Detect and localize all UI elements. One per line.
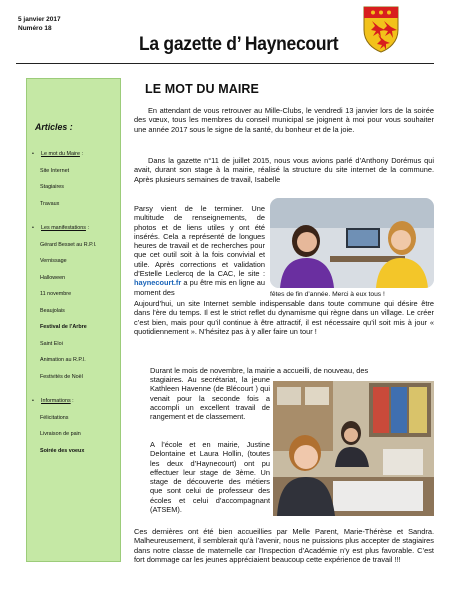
toc-item[interactable] [40, 415, 68, 421]
article-heading: LE MOT DU MAIRE [145, 82, 259, 96]
paragraph-interns-conclusion: Ces dernières ont été bien accueillies par Melle Parent, Marie-Thérèse et Sandra. Malheureusement, il semblerait qu’à l’avenir, nous ne puissions plus accepter de stagiaires dans notre classe de maternelle car l’Inspection d’Académie n’y est plus favorable. C’est fort dommage car les jeunes appréciaient beaucoup cette expérience de travail !!! [134, 527, 434, 564]
paragraph-website-details: Parsy vient de le terminer. Une multitude de renseignements, de photos et de liens utiles y ont été insérés. Cela a représenté de longues heures de travail et de recherches pour que cet outil soit à la fois convivial et utile. Après corrections et validation d’Estelle Leclercq de la CAC, le site : haynecourt.fr a pu être mis en ligne au moment des [134, 204, 265, 297]
issue-date: 5 janvier 2017 [18, 16, 61, 23]
toc-item[interactable] [40, 275, 65, 281]
paragraph-website-thanks: fêtes de fin d’année. Merci à eux tous ! [270, 291, 385, 298]
toc-item[interactable] [40, 357, 86, 363]
toc-item-label: Festival de l’Arbre [40, 324, 87, 330]
toc-item-label: Vernissage [40, 258, 67, 264]
issue-number: Numéro 18 [18, 25, 52, 32]
toc-item[interactable] [40, 258, 67, 264]
toc-item[interactable] [40, 291, 71, 297]
issue-info [18, 15, 61, 33]
toc-item[interactable] [40, 201, 59, 207]
toc-item[interactable] [40, 184, 64, 190]
bullet-icon: • [32, 225, 34, 231]
toc-item-label: Soirée des voeux [40, 447, 85, 454]
sidebar-heading: Articles : [35, 122, 73, 132]
toc-section-suffix: : [79, 151, 83, 157]
paragraph-interns-intro: Durant le mois de novembre, la mairie a accueilli, de nouveau, des [150, 366, 369, 375]
paragraph-website-importance: Aujourd’hui, un site Internet semble indispensable dans toute commune qui désire être dans l’ère du temps. Il est le strict reflet du dynamisme qui règne dans un village. Le créer c’est bien, mais pour qu’il continue à être attractif, il est nécessaire qu’il soit mis à jour « quotidiennement ». N’hésitez pas à y aller faire un tour ! [134, 299, 434, 336]
toc-item[interactable] [40, 308, 65, 314]
toc-section-suffix: : [70, 398, 74, 404]
paragraph-website-intro: Dans la gazette n°11 de juillet 2015, nous vous avions parlé d’Anthony Dorémus qui avait, durant son stage à la mairie, réalisé la structure du site internet de la commune. Après plusieurs semaines de travail, Isabelle [134, 156, 434, 184]
toc-item-label: Animation au R.P.I. [40, 357, 86, 363]
toc-item[interactable] [40, 341, 63, 347]
bullet-icon: • [32, 151, 34, 157]
toc-item[interactable] [40, 374, 83, 380]
toc-item-label: Halloween [40, 274, 66, 281]
site-link[interactable]: haynecourt.fr [134, 278, 182, 288]
bullet-icon: • [32, 398, 34, 404]
toc-item[interactable] [40, 242, 97, 248]
masthead-divider [16, 63, 434, 64]
toc-section-suffix: : [85, 225, 89, 231]
toc-section-label: Informations [41, 398, 71, 404]
toc-item-label: Travaux [40, 200, 60, 207]
toc-section-label: Les manifestations [41, 225, 86, 231]
paragraph-intro: En attendant de vous retrouver au Mille-Clubs, le vendredi 13 janvier lors de la soirée des vœux, tous les membres du conseil municipal se joignent à moi pour vous souhaiter une année 2017 sous le signe de la santé, du bonheur et de la joie. [134, 106, 434, 134]
toc-section-label: Le mot du Maire [41, 151, 80, 157]
paragraph-interns-secretariat: stagiaires. Au secrétariat, la jeune Kathleen Havenne (de Blécourt ) qui venait pour la seconde fois a accompli un excellent travail de rangement et de classement. [150, 375, 270, 422]
toc-item[interactable] [40, 168, 69, 174]
toc-item[interactable] [40, 324, 87, 330]
toc-item[interactable] [40, 431, 81, 437]
toc-item[interactable] [40, 448, 84, 454]
toc-section[interactable] [32, 151, 83, 157]
toc-item-label: 11 novembre [40, 291, 72, 297]
toc-section[interactable] [32, 225, 89, 231]
toc-item-label: Gérard Besset au R.P.I. [40, 241, 97, 248]
coat-of-arms-icon [361, 4, 401, 54]
paragraph-interns-school: A l’école et en mairie, Justine Delontaine et Laura Hollin, (toutes les deux d’Haynecourt) ont pu effectuer leur stage de 3ème. Un stage de découverte des métiers que sont celui de professeur des écoles et celui d’accompagnant (ATSEM). [150, 440, 270, 515]
toc-item-label: Festivités de Noël [40, 373, 83, 380]
toc-item-label: Félicitations [40, 414, 69, 421]
sidebar [26, 78, 121, 562]
toc-item-label: Site Internet [40, 167, 70, 174]
toc-item-label: Saint Eloi [40, 340, 63, 347]
toc-section[interactable] [32, 398, 74, 404]
photo-website-team [270, 198, 434, 288]
toc-item-label: Beaujolais [40, 307, 65, 314]
newsletter-title: La gazette d’ Haynecourt [139, 34, 339, 55]
toc-item-label: Stagiaires [40, 184, 64, 190]
toc-item-label: Livraison de pain [40, 431, 81, 437]
photo-interns-office [273, 381, 434, 516]
